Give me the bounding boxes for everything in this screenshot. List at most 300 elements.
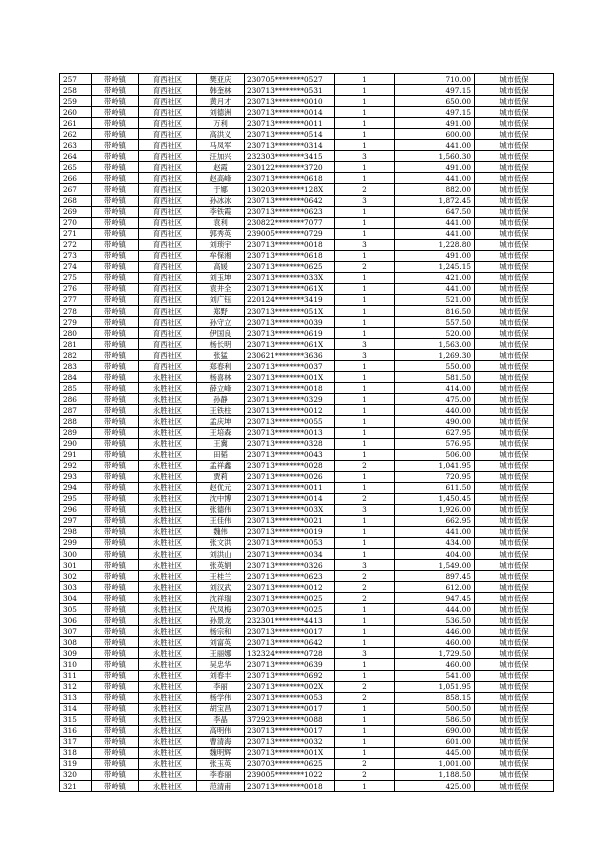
id-number-cell: 230713********0018 <box>245 239 335 250</box>
table-row <box>60 206 554 217</box>
id-number-cell: 372923********0088 <box>245 714 335 725</box>
household-size-cell: 3 <box>335 195 395 206</box>
id-number-cell: 230703********0625 <box>245 758 335 769</box>
town-cell: 带岭镇 <box>92 670 139 681</box>
household-size-cell: 1 <box>335 372 395 383</box>
row-number-cell: 316 <box>60 725 92 736</box>
household-size-cell: 3 <box>335 151 395 162</box>
community-cell: 永胜社区 <box>139 405 197 416</box>
id-number-cell: 230713********0017 <box>245 725 335 736</box>
aid-type-cell: 城市低保 <box>475 272 554 283</box>
town-cell: 带岭镇 <box>92 681 139 692</box>
household-size-cell: 1 <box>335 747 395 758</box>
id-number-cell: 230713********0018 <box>245 383 335 394</box>
id-number-cell: 230713********0039 <box>245 317 335 328</box>
town-cell: 带岭镇 <box>92 383 139 394</box>
amount-cell: 1,269.30 <box>395 350 475 361</box>
amount-cell: 1,228.80 <box>395 239 475 250</box>
amount-cell: 816.50 <box>395 305 475 316</box>
id-number-cell: 230713********061X <box>245 283 335 294</box>
id-number-cell: 230713********0018 <box>245 781 335 792</box>
name-cell: 袁井全 <box>197 283 245 294</box>
name-cell: 张文洪 <box>197 537 245 548</box>
amount-cell: 497.15 <box>395 85 475 96</box>
town-cell: 带岭镇 <box>92 129 139 140</box>
id-number-cell: 230713********0034 <box>245 549 335 560</box>
table-row <box>60 74 554 85</box>
id-number-cell: 230713********0043 <box>245 449 335 460</box>
name-cell: 吴忠华 <box>197 659 245 670</box>
table-row <box>60 383 554 394</box>
town-cell: 带岭镇 <box>92 272 139 283</box>
recipient-table <box>59 73 554 792</box>
row-number-cell: 270 <box>60 217 92 228</box>
name-cell: 魏伟 <box>197 526 245 537</box>
name-cell: 范清甫 <box>197 781 245 792</box>
aid-type-cell: 城市低保 <box>475 383 554 394</box>
aid-type-cell: 城市低保 <box>475 692 554 703</box>
town-cell: 带岭镇 <box>92 427 139 438</box>
row-number-cell: 271 <box>60 228 92 239</box>
town-cell: 带岭镇 <box>92 294 139 305</box>
table-row <box>60 626 554 637</box>
name-cell: 代凤梅 <box>197 604 245 615</box>
row-number-cell: 306 <box>60 615 92 626</box>
row-number-cell: 312 <box>60 681 92 692</box>
town-cell: 带岭镇 <box>92 637 139 648</box>
town-cell: 带岭镇 <box>92 228 139 239</box>
household-size-cell: 3 <box>335 560 395 571</box>
table-row <box>60 140 554 151</box>
town-cell: 带岭镇 <box>92 526 139 537</box>
household-size-cell: 1 <box>335 294 395 305</box>
row-number-cell: 281 <box>60 339 92 350</box>
amount-cell: 1,549.00 <box>395 560 475 571</box>
id-number-cell: 230705********0527 <box>245 74 335 85</box>
amount-cell: 576.95 <box>395 438 475 449</box>
table-row <box>60 173 554 184</box>
table-row <box>60 372 554 383</box>
row-number-cell: 310 <box>60 659 92 670</box>
id-number-cell: 230713********051X <box>245 305 335 316</box>
id-number-cell: 232303********3415 <box>245 151 335 162</box>
aid-type-cell: 城市低保 <box>475 648 554 659</box>
name-cell: 沈中博 <box>197 493 245 504</box>
community-cell: 永胜社区 <box>139 493 197 504</box>
amount-cell: 441.00 <box>395 283 475 294</box>
aid-type-cell: 城市低保 <box>475 129 554 140</box>
amount-cell: 460.00 <box>395 637 475 648</box>
community-cell: 永胜社区 <box>139 593 197 604</box>
amount-cell: 490.00 <box>395 416 475 427</box>
id-number-cell: 239005********0729 <box>245 228 335 239</box>
aid-type-cell: 城市低保 <box>475 217 554 228</box>
town-cell: 带岭镇 <box>92 361 139 372</box>
town-cell: 带岭镇 <box>92 195 139 206</box>
community-cell: 育西社区 <box>139 217 197 228</box>
row-number-cell: 302 <box>60 571 92 582</box>
aid-type-cell: 城市低保 <box>475 449 554 460</box>
aid-type-cell: 城市低保 <box>475 703 554 714</box>
aid-type-cell: 城市低保 <box>475 515 554 526</box>
amount-cell: 441.00 <box>395 228 475 239</box>
row-number-cell: 291 <box>60 449 92 460</box>
community-cell: 永胜社区 <box>139 626 197 637</box>
name-cell: 田韬 <box>197 449 245 460</box>
amount-cell: 1,245.15 <box>395 261 475 272</box>
table-row <box>60 96 554 107</box>
table-row <box>60 317 554 328</box>
name-cell: 黄月才 <box>197 96 245 107</box>
household-size-cell: 2 <box>335 582 395 593</box>
name-cell: 张玉英 <box>197 758 245 769</box>
name-cell: 王铁柱 <box>197 405 245 416</box>
community-cell: 永胜社区 <box>139 703 197 714</box>
id-number-cell: 230122********3720 <box>245 162 335 173</box>
table-row <box>60 504 554 515</box>
town-cell: 带岭镇 <box>92 317 139 328</box>
household-size-cell: 1 <box>335 394 395 405</box>
aid-type-cell: 城市低保 <box>475 637 554 648</box>
row-number-cell: 299 <box>60 537 92 548</box>
name-cell: 万利 <box>197 118 245 129</box>
town-cell: 带岭镇 <box>92 394 139 405</box>
amount-cell: 440.00 <box>395 405 475 416</box>
row-number-cell: 268 <box>60 195 92 206</box>
community-cell: 永胜社区 <box>139 383 197 394</box>
community-cell: 永胜社区 <box>139 438 197 449</box>
row-number-cell: 267 <box>60 184 92 195</box>
name-cell: 刘洪山 <box>197 549 245 560</box>
row-number-cell: 288 <box>60 416 92 427</box>
household-size-cell: 1 <box>335 140 395 151</box>
household-size-cell: 2 <box>335 758 395 769</box>
name-cell: 沈祥瑞 <box>197 593 245 604</box>
community-cell: 永胜社区 <box>139 460 197 471</box>
name-cell: 郑春利 <box>197 361 245 372</box>
community-cell: 育西社区 <box>139 339 197 350</box>
name-cell: 牟保湘 <box>197 250 245 261</box>
community-cell: 永胜社区 <box>139 725 197 736</box>
community-cell: 永胜社区 <box>139 482 197 493</box>
community-cell: 永胜社区 <box>139 615 197 626</box>
household-size-cell: 2 <box>335 692 395 703</box>
aid-type-cell: 城市低保 <box>475 769 554 780</box>
amount-cell: 536.50 <box>395 615 475 626</box>
aid-type-cell: 城市低保 <box>475 416 554 427</box>
name-cell: 王培森 <box>197 427 245 438</box>
community-cell: 育西社区 <box>139 118 197 129</box>
name-cell: 王佳伟 <box>197 515 245 526</box>
aid-type-cell: 城市低保 <box>475 206 554 217</box>
amount-cell: 541.00 <box>395 670 475 681</box>
table-row <box>60 648 554 659</box>
name-cell: 李铁霞 <box>197 206 245 217</box>
community-cell: 永胜社区 <box>139 515 197 526</box>
amount-cell: 662.95 <box>395 515 475 526</box>
id-number-cell: 230713********003X <box>245 504 335 515</box>
community-cell: 育西社区 <box>139 305 197 316</box>
community-cell: 育西社区 <box>139 151 197 162</box>
town-cell: 带岭镇 <box>92 151 139 162</box>
name-cell: 王丽娜 <box>197 648 245 659</box>
name-cell: 高媛 <box>197 261 245 272</box>
community-cell: 育西社区 <box>139 250 197 261</box>
name-cell: 孙守立 <box>197 317 245 328</box>
name-cell: 张德伟 <box>197 504 245 515</box>
name-cell: 李春丽 <box>197 769 245 780</box>
household-size-cell: 1 <box>335 781 395 792</box>
household-size-cell: 1 <box>335 637 395 648</box>
table-row <box>60 228 554 239</box>
aid-type-cell: 城市低保 <box>475 394 554 405</box>
town-cell: 带岭镇 <box>92 604 139 615</box>
aid-type-cell: 城市低保 <box>475 758 554 769</box>
aid-type-cell: 城市低保 <box>475 74 554 85</box>
id-number-cell: 230713********0053 <box>245 537 335 548</box>
name-cell: 赵霞 <box>197 162 245 173</box>
amount-cell: 441.00 <box>395 140 475 151</box>
household-size-cell: 1 <box>335 217 395 228</box>
amount-cell: 441.00 <box>395 526 475 537</box>
town-cell: 带岭镇 <box>92 493 139 504</box>
aid-type-cell: 城市低保 <box>475 107 554 118</box>
row-number-cell: 314 <box>60 703 92 714</box>
household-size-cell: 1 <box>335 250 395 261</box>
town-cell: 带岭镇 <box>92 571 139 582</box>
name-cell: 张英娟 <box>197 560 245 571</box>
name-cell: 韩奎林 <box>197 85 245 96</box>
row-number-cell: 308 <box>60 637 92 648</box>
amount-cell: 710.00 <box>395 74 475 85</box>
aid-type-cell: 城市低保 <box>475 549 554 560</box>
amount-cell: 1,729.50 <box>395 648 475 659</box>
aid-type-cell: 城市低保 <box>475 736 554 747</box>
name-cell: 郑野 <box>197 305 245 316</box>
table-row <box>60 427 554 438</box>
community-cell: 永胜社区 <box>139 427 197 438</box>
community-cell: 永胜社区 <box>139 504 197 515</box>
amount-cell: 421.00 <box>395 272 475 283</box>
name-cell: 杨长明 <box>197 339 245 350</box>
town-cell: 带岭镇 <box>92 162 139 173</box>
amount-cell: 441.00 <box>395 217 475 228</box>
household-size-cell: 1 <box>335 283 395 294</box>
aid-type-cell: 城市低保 <box>475 537 554 548</box>
id-number-cell: 230713********0639 <box>245 659 335 670</box>
amount-cell: 446.00 <box>395 626 475 637</box>
household-size-cell: 1 <box>335 626 395 637</box>
id-number-cell: 230713********0017 <box>245 626 335 637</box>
row-number-cell: 296 <box>60 504 92 515</box>
town-cell: 带岭镇 <box>92 239 139 250</box>
town-cell: 带岭镇 <box>92 714 139 725</box>
aid-type-cell: 城市低保 <box>475 604 554 615</box>
community-cell: 育西社区 <box>139 107 197 118</box>
community-cell: 永胜社区 <box>139 659 197 670</box>
town-cell: 带岭镇 <box>92 107 139 118</box>
row-number-cell: 292 <box>60 460 92 471</box>
aid-type-cell: 城市低保 <box>475 714 554 725</box>
name-cell: 杨宗和 <box>197 626 245 637</box>
row-number-cell: 277 <box>60 294 92 305</box>
community-cell: 育西社区 <box>139 350 197 361</box>
amount-cell: 1,926.00 <box>395 504 475 515</box>
household-size-cell: 2 <box>335 493 395 504</box>
name-cell: 杨喜林 <box>197 372 245 383</box>
town-cell: 带岭镇 <box>92 659 139 670</box>
row-number-cell: 313 <box>60 692 92 703</box>
town-cell: 带岭镇 <box>92 747 139 758</box>
id-number-cell: 230713********0025 <box>245 593 335 604</box>
table-row <box>60 593 554 604</box>
name-cell: 刘德洲 <box>197 107 245 118</box>
name-cell: 胡宝昌 <box>197 703 245 714</box>
household-size-cell: 1 <box>335 162 395 173</box>
community-cell: 永胜社区 <box>139 692 197 703</box>
id-number-cell: 230713********0014 <box>245 493 335 504</box>
town-cell: 带岭镇 <box>92 504 139 515</box>
aid-type-cell: 城市低保 <box>475 162 554 173</box>
row-number-cell: 275 <box>60 272 92 283</box>
amount-cell: 612.00 <box>395 582 475 593</box>
aid-type-cell: 城市低保 <box>475 725 554 736</box>
table-row <box>60 250 554 261</box>
community-cell: 永胜社区 <box>139 471 197 482</box>
id-number-cell: 230713********0055 <box>245 416 335 427</box>
household-size-cell: 1 <box>335 526 395 537</box>
town-cell: 带岭镇 <box>92 626 139 637</box>
table-row <box>60 361 554 372</box>
aid-type-cell: 城市低保 <box>475 361 554 372</box>
table-row <box>60 107 554 118</box>
community-cell: 永胜社区 <box>139 637 197 648</box>
household-size-cell: 1 <box>335 96 395 107</box>
town-cell: 带岭镇 <box>92 482 139 493</box>
household-size-cell: 3 <box>335 504 395 515</box>
table-row <box>60 350 554 361</box>
household-size-cell: 1 <box>335 659 395 670</box>
table-row <box>60 681 554 692</box>
row-number-cell: 266 <box>60 173 92 184</box>
town-cell: 带岭镇 <box>92 449 139 460</box>
table-row <box>60 438 554 449</box>
row-number-cell: 283 <box>60 361 92 372</box>
row-number-cell: 321 <box>60 781 92 792</box>
town-cell: 带岭镇 <box>92 537 139 548</box>
id-number-cell: 220124********3419 <box>245 294 335 305</box>
row-number-cell: 301 <box>60 560 92 571</box>
amount-cell: 491.00 <box>395 118 475 129</box>
aid-type-cell: 城市低保 <box>475 493 554 504</box>
table-row <box>60 129 554 140</box>
amount-cell: 1,051.95 <box>395 681 475 692</box>
table-row <box>60 305 554 316</box>
id-number-cell: 230713********0026 <box>245 471 335 482</box>
table-row <box>60 692 554 703</box>
household-size-cell: 1 <box>335 228 395 239</box>
aid-type-cell: 城市低保 <box>475 372 554 383</box>
table-row <box>60 195 554 206</box>
name-cell: 贾莉 <box>197 471 245 482</box>
community-cell: 永胜社区 <box>139 736 197 747</box>
aid-type-cell: 城市低保 <box>475 261 554 272</box>
community-cell: 育西社区 <box>139 328 197 339</box>
aid-type-cell: 城市低保 <box>475 96 554 107</box>
name-cell: 樊亚庆 <box>197 74 245 85</box>
row-number-cell: 274 <box>60 261 92 272</box>
table-row <box>60 515 554 526</box>
household-size-cell: 1 <box>335 405 395 416</box>
table-row <box>60 714 554 725</box>
community-cell: 育西社区 <box>139 361 197 372</box>
town-cell: 带岭镇 <box>92 328 139 339</box>
id-number-cell: 230713********033X <box>245 272 335 283</box>
name-cell: 于娜 <box>197 184 245 195</box>
amount-cell: 557.50 <box>395 317 475 328</box>
amount-cell: 491.00 <box>395 250 475 261</box>
id-number-cell: 230713********0011 <box>245 482 335 493</box>
amount-cell: 550.00 <box>395 361 475 372</box>
table-row <box>60 294 554 305</box>
amount-cell: 506.00 <box>395 449 475 460</box>
household-size-cell: 1 <box>335 416 395 427</box>
aid-type-cell: 城市低保 <box>475 151 554 162</box>
table-row <box>60 85 554 96</box>
aid-type-cell: 城市低保 <box>475 184 554 195</box>
aid-type-cell: 城市低保 <box>475 593 554 604</box>
amount-cell: 720.95 <box>395 471 475 482</box>
row-number-cell: 319 <box>60 758 92 769</box>
table-row <box>60 449 554 460</box>
aid-type-cell: 城市低保 <box>475 239 554 250</box>
table-row <box>60 703 554 714</box>
aid-type-cell: 城市低保 <box>475 582 554 593</box>
name-cell: 刘汉武 <box>197 582 245 593</box>
household-size-cell: 3 <box>335 239 395 250</box>
amount-cell: 441.00 <box>395 173 475 184</box>
household-size-cell: 1 <box>335 725 395 736</box>
town-cell: 带岭镇 <box>92 217 139 228</box>
id-number-cell: 230713********0618 <box>245 173 335 184</box>
town-cell: 带岭镇 <box>92 615 139 626</box>
community-cell: 育西社区 <box>139 272 197 283</box>
town-cell: 带岭镇 <box>92 781 139 792</box>
name-cell: 孙静 <box>197 394 245 405</box>
name-cell: 孙冰冰 <box>197 195 245 206</box>
community-cell: 永胜社区 <box>139 582 197 593</box>
household-size-cell: 1 <box>335 515 395 526</box>
amount-cell: 444.00 <box>395 604 475 615</box>
name-cell: 马凤军 <box>197 140 245 151</box>
row-number-cell: 272 <box>60 239 92 250</box>
row-number-cell: 289 <box>60 427 92 438</box>
amount-cell: 1,001.00 <box>395 758 475 769</box>
household-size-cell: 1 <box>335 615 395 626</box>
name-cell: 孟祥鑫 <box>197 460 245 471</box>
community-cell: 永胜社区 <box>139 394 197 405</box>
community-cell: 永胜社区 <box>139 549 197 560</box>
table-row <box>60 339 554 350</box>
id-number-cell: 230713********0329 <box>245 394 335 405</box>
table-row <box>60 670 554 681</box>
amount-cell: 586.50 <box>395 714 475 725</box>
community-cell: 育西社区 <box>139 85 197 96</box>
table-row <box>60 615 554 626</box>
town-cell: 带岭镇 <box>92 438 139 449</box>
table-row <box>60 405 554 416</box>
id-number-cell: 230713********0619 <box>245 328 335 339</box>
